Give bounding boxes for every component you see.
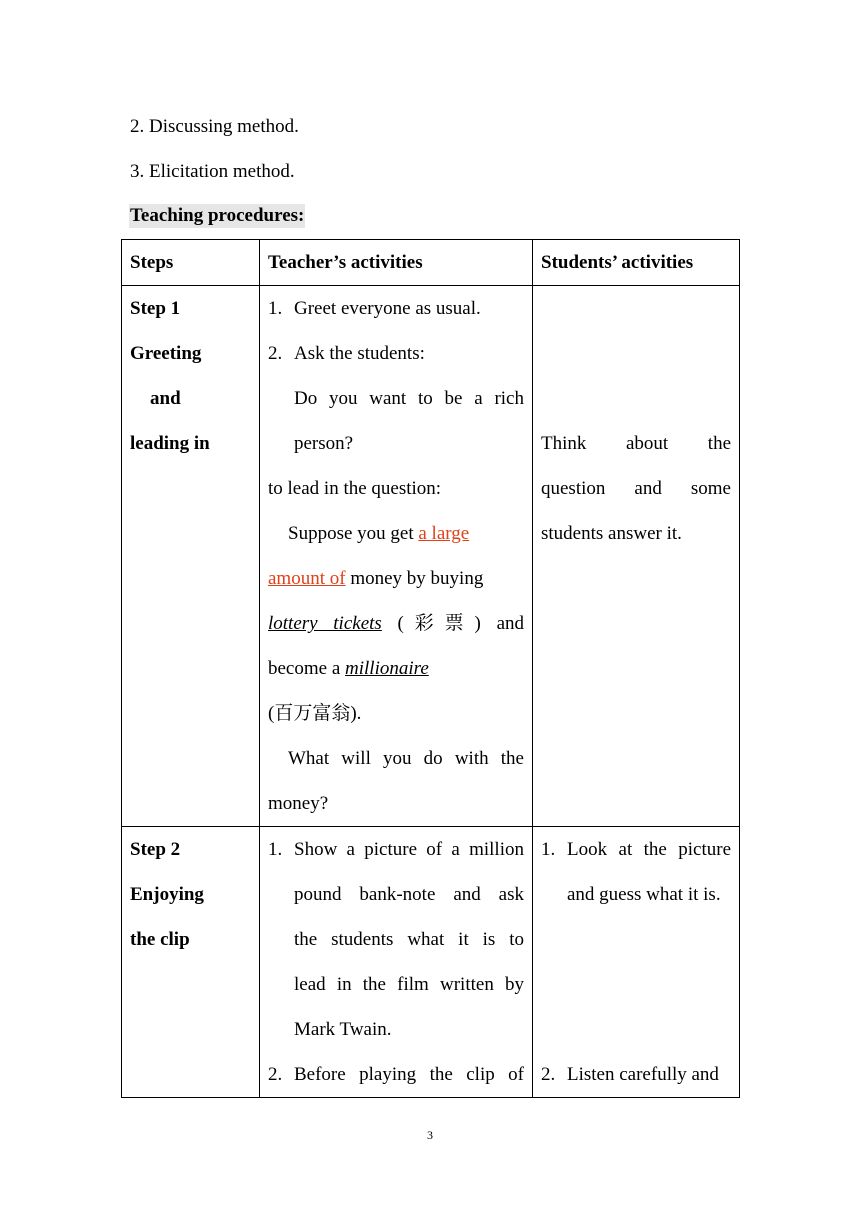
list-item: Mark Twain. <box>294 1019 392 1040</box>
list-item: lead in the film written by <box>294 974 524 995</box>
student-activity: Look at the picture <box>567 839 731 860</box>
question-text: money? <box>268 793 329 814</box>
page-number: 3 <box>427 1128 433 1142</box>
question-text: person? <box>294 433 354 454</box>
step-name: leading in <box>130 433 210 454</box>
student-activity: Think about the <box>541 433 731 454</box>
method-item-2: 2. Discussing method. <box>130 116 299 137</box>
paragraph-text: money by buying <box>345 568 484 589</box>
list-number: 1. <box>541 839 556 860</box>
list-item: the students what it is to <box>294 929 524 950</box>
list-number: 1. <box>268 839 283 860</box>
student-activity: students answer it. <box>541 523 682 544</box>
header-steps: Steps <box>130 252 174 273</box>
question-text: What will you do with the <box>288 748 524 769</box>
step-name: Enjoying <box>130 884 204 905</box>
list-number: 2. <box>268 343 283 364</box>
list-item: Ask the students: <box>294 343 425 364</box>
list-item: Show a picture of a million <box>294 839 524 860</box>
paragraph-text: Suppose you get <box>288 523 419 544</box>
paragraph-text: become a <box>268 658 346 679</box>
list-item: Before playing the clip of <box>294 1064 524 1085</box>
translation: (彩票) <box>397 613 481 634</box>
vocab-term: lottery tickets <box>268 613 382 634</box>
table-row <box>122 286 740 827</box>
student-activity: Listen carefully and <box>567 1064 719 1085</box>
lead-text: to lead in the question: <box>268 478 442 499</box>
procedures-table <box>121 239 740 1098</box>
highlighted-phrase: amount of <box>268 568 346 589</box>
table-header-row <box>122 240 740 286</box>
step-title: Step 2 <box>130 839 181 860</box>
step-name: and <box>150 388 181 409</box>
method-item-3: 3. Elicitation method. <box>130 161 295 182</box>
step-name: the clip <box>130 929 190 950</box>
step-name: Greeting <box>130 343 202 364</box>
paragraph-text: and <box>496 613 524 634</box>
highlighted-phrase: a large <box>418 523 470 544</box>
list-number: 2. <box>541 1064 556 1085</box>
list-number: 1. <box>268 298 283 319</box>
student-activity: question and some <box>541 478 731 499</box>
list-item: pound bank-note and ask <box>294 884 524 905</box>
list-item: Greet everyone as usual. <box>294 298 481 319</box>
vocab-term: millionaire <box>345 658 429 679</box>
translation: (百万富翁). <box>268 703 362 724</box>
question-text: Do you want to be a rich <box>294 388 524 409</box>
step-title: Step 1 <box>130 298 181 319</box>
header-teacher: Teacher’s activities <box>268 252 423 273</box>
header-students: Students’ activities <box>541 252 694 273</box>
list-number: 2. <box>268 1064 283 1085</box>
table-row <box>122 827 740 1098</box>
student-activity: and guess what it is. <box>567 884 721 905</box>
section-heading: Teaching procedures: <box>130 205 305 226</box>
